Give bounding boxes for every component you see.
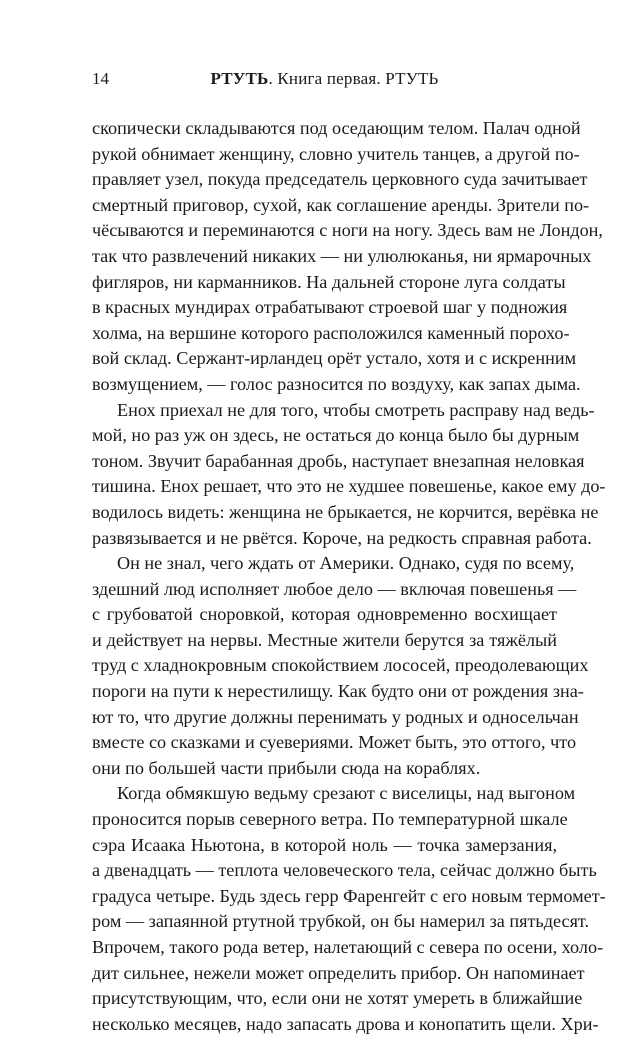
text-line: дит сильнее, нежели может определить прибор. Он напоминает (92, 962, 585, 983)
paragraph (92, 398, 606, 552)
body-text (92, 116, 606, 1037)
text-line: ром — запаянной ртутной трубкой, он бы намерил за пятьдесят. (92, 911, 590, 932)
text-line: тоном. Звучит барабанная дробь, наступает внезапная неловкая (92, 450, 585, 471)
text-line: холма, на вершине которого расположился каменный порохо- (92, 322, 570, 343)
text-line: градуса четыре. Будь здесь герр Фаренгейт с его новым термомет- (92, 885, 606, 906)
text-line: здешний люд исполняет любое дело — включая повешенья — (92, 578, 577, 599)
part-title: . Книга первая. РТУТЬ (268, 69, 439, 88)
book-title: РТУТЬ (210, 69, 269, 88)
text-line: ют то, что другие должны перенимать у родных и односельчан (92, 706, 579, 727)
text-line: чёсываются и переминаются с ноги на ногу. Здесь вам не Лондон, (92, 220, 603, 241)
text-line: в красных мундирах отрабатывают строевой шаг у подножия (92, 297, 568, 318)
text-line: тишина. Енох решает, что это не худшее повешенье, какое ему до- (92, 476, 606, 497)
text-line: и действует на нервы. Местные жители берутся за тяжёлый (92, 629, 557, 650)
text-line: развязывается и не рвётся. Короче, на редкость справная работа. (92, 527, 592, 548)
text-line: смертный приговор, сухой, как соглашение аренды. Зрители по- (92, 194, 590, 215)
running-head (92, 66, 557, 92)
page-number: 14 (92, 69, 109, 88)
text-line: мой, но раз уж он здесь, не остаться до конца было бы дурным (92, 425, 580, 446)
text-line: Енох приехал не для того, чтобы смотреть расправу над ведь- (117, 399, 595, 420)
paragraph (92, 551, 589, 781)
text-line: проносится порыв северного ветра. По температурной шкале (92, 809, 568, 830)
text-line: с грубоватой сноровкой, которая одновременно восхищает (92, 604, 557, 625)
text-line: несколько месяцев, надо запасать дрова и конопатить щели. Хри- (92, 1013, 599, 1034)
text-line: вместе со сказками и суевериями. Может быть, это оттого, что (92, 732, 577, 753)
running-title (92, 66, 557, 92)
text-line: правляет узел, покуда председатель церковного суда зачитывает (92, 169, 588, 190)
text-line: Когда обмякшую ведьму срезают с виселицы, над выгоном (117, 783, 576, 804)
text-line: вой склад. Сержант-ирландец орёт устало, хотя и с искренним (92, 348, 577, 369)
text-line: пороги на пути к нерестилищу. Как будто они от рождения зна- (92, 681, 584, 702)
text-line: труд с хладнокровным спокойствием лососей, преодолевающих (92, 655, 589, 676)
text-line: рукой обнимает женщину, словно учитель танцев, а другой по- (92, 143, 580, 164)
text-line: возмущением, — голос разносится по воздуху, как запах дыма. (92, 373, 581, 394)
text-line: они по большей части прибыли сюда на кораблях. (92, 757, 481, 778)
text-line: водилось видеть: женщина не брыкается, не корчится, верёвка не (92, 501, 599, 522)
text-line: Впрочем, такого рода ветер, налетающий с севера по осени, холо- (92, 937, 604, 957)
text-line: скопически складываются под оседающим телом. Палач одной (92, 118, 581, 138)
text-line: так что развлечений никаких — ни улюлюканья, ни ярмарочных (92, 245, 592, 266)
text-line: а двенадцать — теплота человеческого тела, сейчас должно быть (92, 860, 597, 881)
paragraph (92, 781, 606, 1037)
text-line: сэра Исаака Ньютона, в которой ноль — точка замерзания, (92, 834, 557, 855)
text-line: Он не знал, чего ждать от Америки. Однако, судя по всему, (117, 553, 575, 574)
text-line: фигляров, ни карманников. На дальней стороне луга солдаты (92, 271, 566, 292)
paragraph (92, 116, 603, 398)
text-line: присутствующим, что, если они не хотят умереть в ближайшие (92, 988, 583, 1009)
